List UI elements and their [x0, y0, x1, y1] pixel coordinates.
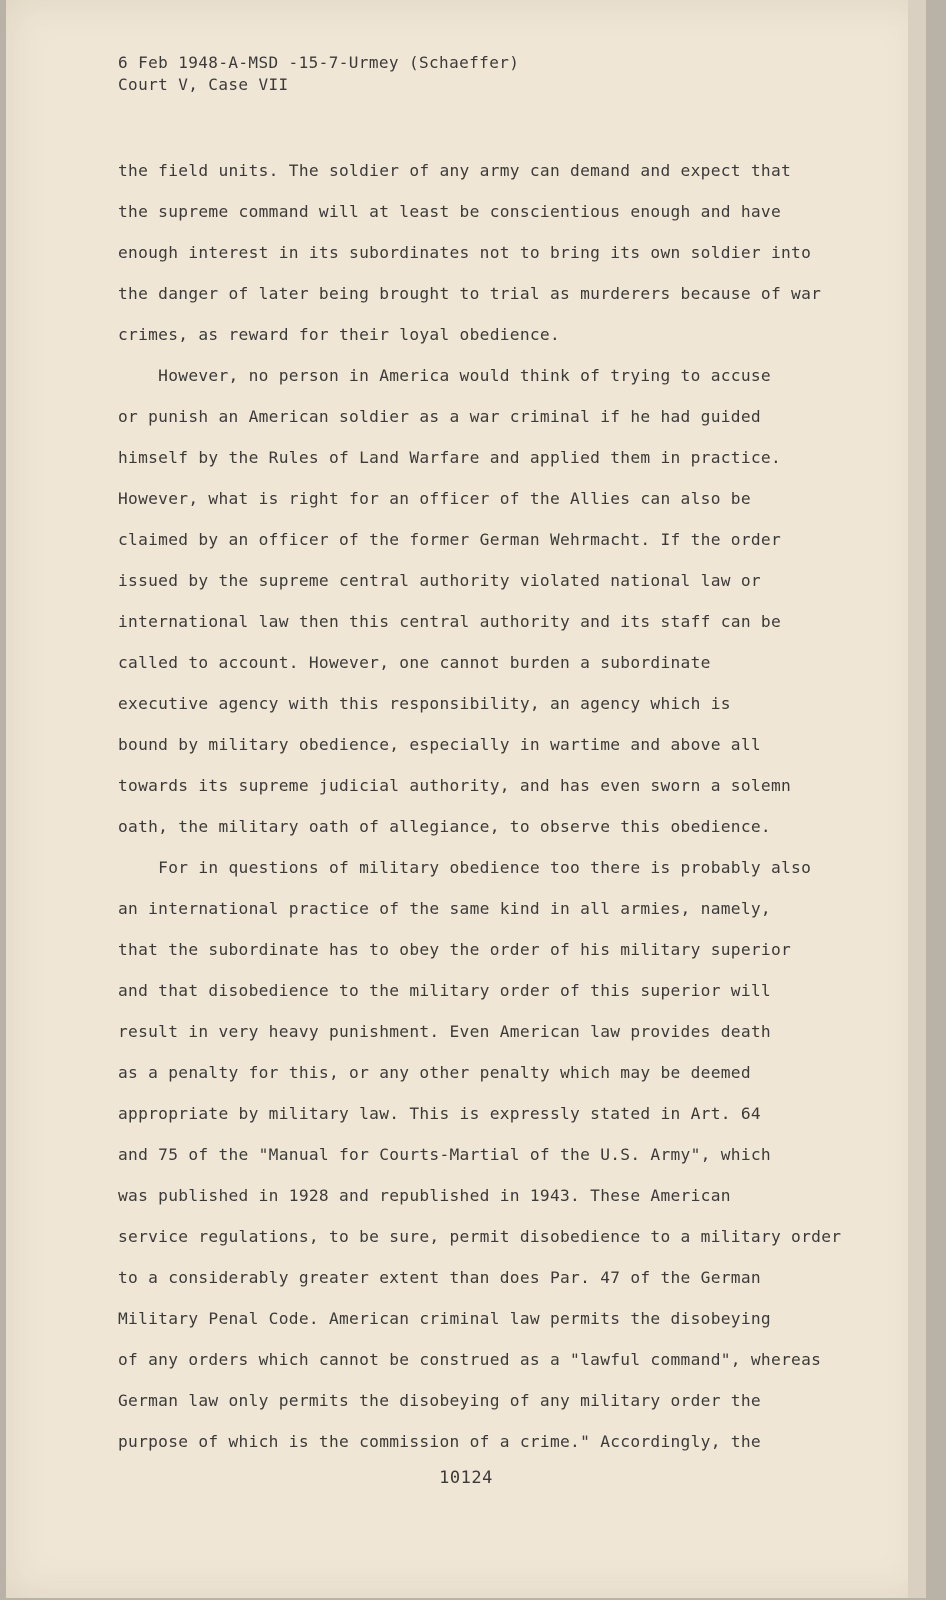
- document-header: [118, 52, 519, 96]
- text-line: German law only permits the disobeying of any military order the: [118, 1391, 761, 1410]
- text-line: the supreme command will at least be conscientious enough and have: [118, 202, 782, 221]
- text-line: of any orders which cannot be construed as a "lawful command", whereas: [118, 1350, 822, 1369]
- text-line: international law then this central authority and its staff can be: [118, 612, 782, 631]
- text-line: as a penalty for this, or any other penalty which may be deemed: [118, 1063, 751, 1082]
- text-line: called to account. However, one cannot burden a subordinate: [118, 653, 711, 672]
- text-line: that the subordinate has to obey the order of his military superior: [118, 940, 792, 959]
- text-line: service regulations, to be sure, permit disobedience to a military order: [118, 1227, 842, 1246]
- text-line: to a considerably greater extent than does Par. 47 of the German: [118, 1268, 761, 1287]
- text-line: appropriate by military law. This is expressly stated in Art. 64: [118, 1104, 761, 1123]
- header-date-line: 6 Feb 1948-A-MSD -15-7-Urmey (Schaeffer): [118, 53, 520, 72]
- header-court-line: Court V, Case VII: [118, 75, 289, 94]
- text-line: result in very heavy punishment. Even American law provides death: [118, 1022, 771, 1041]
- text-line: and 75 of the "Manual for Courts-Martial of the U.S. Army", which: [118, 1145, 771, 1164]
- text-line: Military Penal Code. American criminal law permits the disobeying: [118, 1309, 771, 1328]
- text-line: and that disobedience to the military order of this superior will: [118, 981, 771, 1000]
- text-line: towards its supreme judicial authority, and has even sworn a solemn: [118, 776, 792, 795]
- text-line: For in questions of military obedience too there is probably also: [118, 858, 812, 877]
- text-line: himself by the Rules of Land Warfare and applied them in practice.: [118, 448, 782, 467]
- text-line: However, no person in America would think of trying to accuse: [118, 366, 771, 385]
- body-text: [118, 150, 858, 1462]
- text-line: However, what is right for an officer of the Allies can also be: [118, 489, 751, 508]
- text-line: an international practice of the same kind in all armies, namely,: [118, 899, 771, 918]
- page-edge: [908, 0, 926, 1598]
- page-number: 10124: [439, 1468, 493, 1488]
- text-line: or punish an American soldier as a war criminal if he had guided: [118, 407, 761, 426]
- text-line: executive agency with this responsibility, an agency which is: [118, 694, 731, 713]
- text-line: the danger of later being brought to trial as murderers because of war: [118, 284, 822, 303]
- text-line: issued by the supreme central authority violated national law or: [118, 571, 761, 590]
- text-line: crimes, as reward for their loyal obedience.: [118, 325, 561, 344]
- text-line: bound by military obedience, especially in wartime and above all: [118, 735, 761, 754]
- text-line: claimed by an officer of the former German Wehrmacht. If the order: [118, 530, 782, 549]
- text-line: enough interest in its subordinates not to bring its own soldier into: [118, 243, 812, 262]
- text-line: oath, the military oath of allegiance, to observe this obedience.: [118, 817, 771, 836]
- document-page: [6, 0, 926, 1598]
- text-line: purpose of which is the commission of a crime." Accordingly, the: [118, 1432, 761, 1451]
- text-line: was published in 1928 and republished in 1943. These American: [118, 1186, 731, 1205]
- text-line: the field units. The soldier of any army can demand and expect that: [118, 161, 792, 180]
